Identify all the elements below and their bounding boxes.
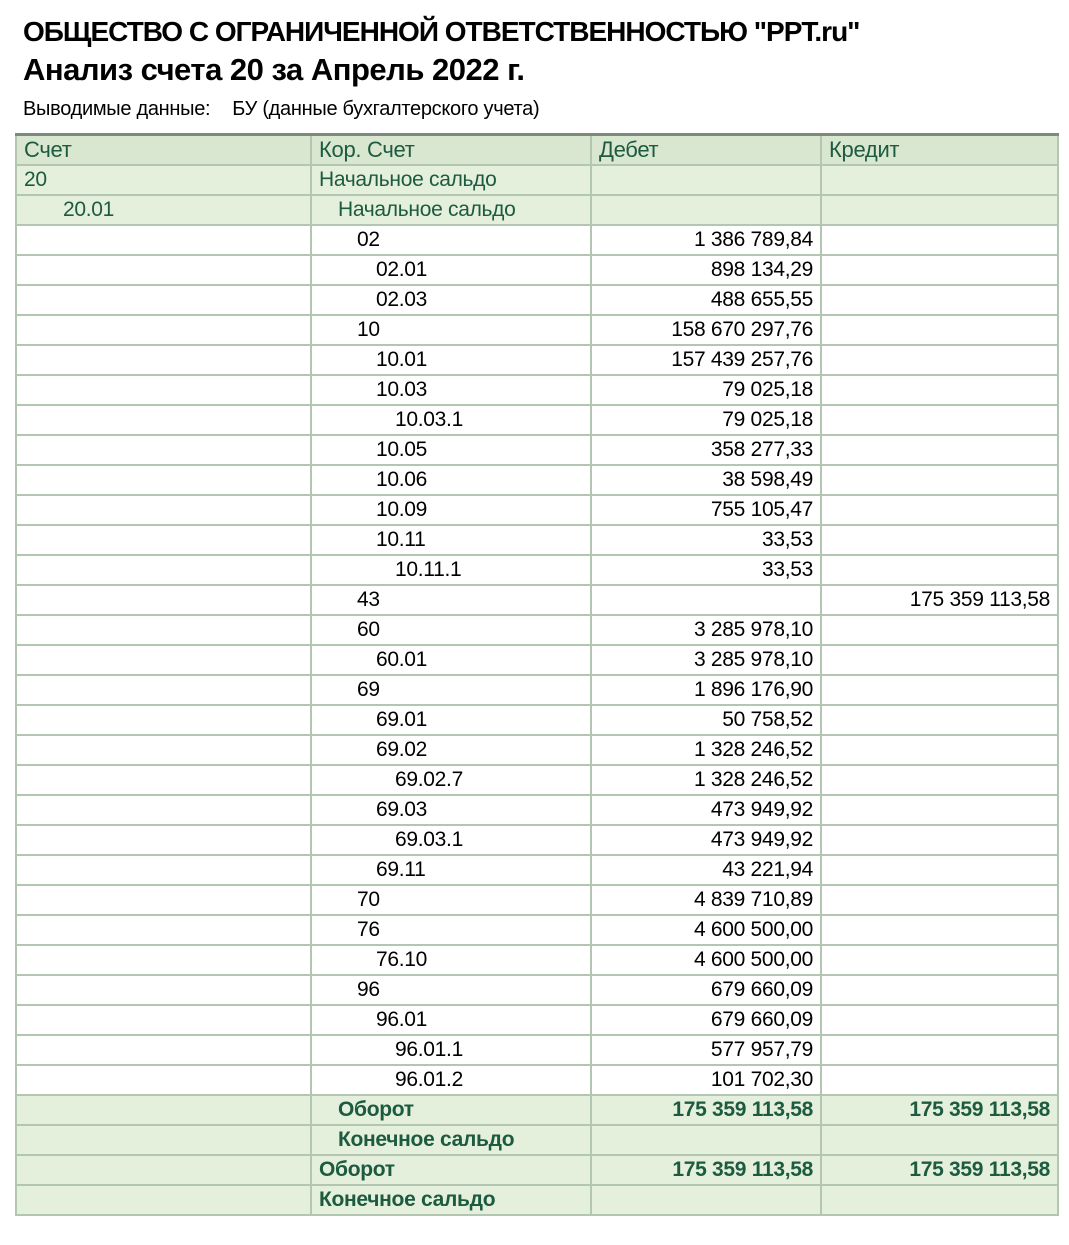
account-cell — [16, 915, 311, 945]
account-cell — [16, 555, 311, 585]
debit-cell: 679 660,09 — [591, 1005, 821, 1035]
debit-cell: 79 025,18 — [591, 375, 821, 405]
corr-account-cell: 69.11 — [311, 855, 591, 885]
debit-cell — [591, 585, 821, 615]
corr-account-cell: 02.01 — [311, 255, 591, 285]
corr-account-cell: 10.01 — [311, 345, 591, 375]
debit-cell: 3 285 978,10 — [591, 615, 821, 645]
corr-account-cell: Конечное сальдо — [311, 1185, 591, 1215]
debit-cell: 1 328 246,52 — [591, 765, 821, 795]
debit-cell: 43 221,94 — [591, 855, 821, 885]
account-cell — [16, 435, 311, 465]
corr-account-cell: 76.10 — [311, 945, 591, 975]
credit-cell: 175 359 113,58 — [821, 1095, 1058, 1125]
debit-cell: 358 277,33 — [591, 435, 821, 465]
corr-account-cell: 60 — [311, 615, 591, 645]
debit-cell: 1 896 176,90 — [591, 675, 821, 705]
table-row — [16, 1155, 1058, 1185]
table-row — [16, 1005, 1058, 1035]
table-row — [16, 1035, 1058, 1065]
table-row — [16, 375, 1058, 405]
corr-account-cell: 69 — [311, 675, 591, 705]
debit-cell — [591, 165, 821, 195]
corr-account-cell: 10.05 — [311, 435, 591, 465]
credit-cell — [821, 465, 1058, 495]
account-analysis-table — [15, 133, 1059, 1216]
table-row — [16, 765, 1058, 795]
table-row — [16, 945, 1058, 975]
credit-cell — [821, 225, 1058, 255]
corr-account-cell: 10.06 — [311, 465, 591, 495]
table-row — [16, 465, 1058, 495]
debit-cell: 473 949,92 — [591, 795, 821, 825]
credit-cell — [821, 615, 1058, 645]
account-cell — [16, 885, 311, 915]
credit-cell — [821, 915, 1058, 945]
corr-account-cell: Оборот — [311, 1155, 591, 1185]
credit-cell — [821, 285, 1058, 315]
account-cell — [16, 525, 311, 555]
corr-account-cell: 96.01.1 — [311, 1035, 591, 1065]
account-cell — [16, 285, 311, 315]
table-row — [16, 645, 1058, 675]
table-row — [16, 285, 1058, 315]
corr-account-cell: 43 — [311, 585, 591, 615]
account-cell — [16, 735, 311, 765]
debit-cell: 4 600 500,00 — [591, 915, 821, 945]
debit-cell: 4 839 710,89 — [591, 885, 821, 915]
table-row — [16, 735, 1058, 765]
debit-cell: 473 949,92 — [591, 825, 821, 855]
table-row — [16, 885, 1058, 915]
account-cell — [16, 375, 311, 405]
corr-account-cell: Начальное сальдо — [311, 195, 591, 225]
debit-cell: 157 439 257,76 — [591, 345, 821, 375]
corr-account-cell: 96.01 — [311, 1005, 591, 1035]
corr-account-cell: Начальное сальдо — [311, 165, 591, 195]
corr-account-cell: 10 — [311, 315, 591, 345]
account-cell — [16, 495, 311, 525]
output-data-value: БУ (данные бухгалтерского учета) — [232, 98, 540, 120]
corr-account-cell: 96 — [311, 975, 591, 1005]
table-row — [16, 675, 1058, 705]
table-header-row — [16, 135, 1058, 166]
account-cell — [16, 1185, 311, 1215]
credit-cell: 175 359 113,58 — [821, 1155, 1058, 1185]
account-cell — [16, 1035, 311, 1065]
table-row — [16, 705, 1058, 735]
table-row — [16, 165, 1058, 195]
debit-cell: 577 957,79 — [591, 1035, 821, 1065]
table-row — [16, 795, 1058, 825]
account-cell — [16, 1065, 311, 1095]
corr-account-cell: 60.01 — [311, 645, 591, 675]
debit-cell: 679 660,09 — [591, 975, 821, 1005]
column-header-credit: Кредит — [821, 135, 1058, 166]
debit-cell: 158 670 297,76 — [591, 315, 821, 345]
debit-cell — [591, 195, 821, 225]
account-cell — [16, 1155, 311, 1185]
corr-account-cell: 76 — [311, 915, 591, 945]
corr-account-cell: Конечное сальдо — [311, 1125, 591, 1155]
table-row — [16, 1095, 1058, 1125]
corr-account-cell: 69.03 — [311, 795, 591, 825]
account-cell — [16, 705, 311, 735]
account-cell: 20.01 — [16, 195, 311, 225]
account-cell — [16, 255, 311, 285]
account-cell — [16, 345, 311, 375]
debit-cell — [591, 1185, 821, 1215]
account-cell — [16, 975, 311, 1005]
corr-account-cell: 10.11.1 — [311, 555, 591, 585]
credit-cell — [821, 645, 1058, 675]
account-cell — [16, 615, 311, 645]
column-header-corr-account: Кор. Счет — [311, 135, 591, 166]
debit-cell: 175 359 113,58 — [591, 1095, 821, 1125]
credit-cell — [821, 195, 1058, 225]
debit-cell: 488 655,55 — [591, 285, 821, 315]
debit-cell: 3 285 978,10 — [591, 645, 821, 675]
debit-cell: 1 386 789,84 — [591, 225, 821, 255]
corr-account-cell: 10.11 — [311, 525, 591, 555]
debit-cell: 33,53 — [591, 525, 821, 555]
account-cell — [16, 645, 311, 675]
credit-cell — [821, 405, 1058, 435]
corr-account-cell: 02.03 — [311, 285, 591, 315]
account-cell — [16, 1125, 311, 1155]
corr-account-cell: 10.03 — [311, 375, 591, 405]
report-title: Анализ счета 20 за Апрель 2022 г. — [23, 52, 525, 87]
corr-account-cell: 69.02.7 — [311, 765, 591, 795]
credit-cell — [821, 555, 1058, 585]
account-cell: 20 — [16, 165, 311, 195]
account-cell — [16, 315, 311, 345]
account-cell — [16, 1005, 311, 1035]
column-header-debit: Дебет — [591, 135, 821, 166]
credit-cell — [821, 885, 1058, 915]
credit-cell — [821, 1005, 1058, 1035]
debit-cell: 755 105,47 — [591, 495, 821, 525]
debit-cell — [591, 1125, 821, 1155]
account-cell — [16, 675, 311, 705]
corr-account-cell: 02 — [311, 225, 591, 255]
credit-cell — [821, 375, 1058, 405]
table-row — [16, 585, 1058, 615]
table-row — [16, 525, 1058, 555]
table-row — [16, 1185, 1058, 1215]
account-cell — [16, 1095, 311, 1125]
credit-cell — [821, 705, 1058, 735]
account-cell — [16, 405, 311, 435]
table-body — [16, 165, 1058, 1215]
table-row — [16, 825, 1058, 855]
output-data-line — [23, 98, 539, 121]
credit-cell — [821, 1035, 1058, 1065]
credit-cell — [821, 765, 1058, 795]
credit-cell — [821, 525, 1058, 555]
account-cell — [16, 825, 311, 855]
credit-cell — [821, 255, 1058, 285]
account-cell — [16, 945, 311, 975]
credit-cell — [821, 795, 1058, 825]
credit-cell — [821, 165, 1058, 195]
account-cell — [16, 795, 311, 825]
output-data-label: Выводимые данные: — [23, 98, 211, 120]
account-cell — [16, 855, 311, 885]
account-cell — [16, 585, 311, 615]
account-cell — [16, 765, 311, 795]
corr-account-cell: Оборот — [311, 1095, 591, 1125]
debit-cell: 898 134,29 — [591, 255, 821, 285]
credit-cell: 175 359 113,58 — [821, 585, 1058, 615]
company-name: ОБЩЕСТВО С ОГРАНИЧЕННОЙ ОТВЕТСТВЕННОСТЬЮ "PPT.ru" — [23, 16, 860, 47]
credit-cell — [821, 495, 1058, 525]
table-row — [16, 555, 1058, 585]
corr-account-cell: 10.03.1 — [311, 405, 591, 435]
debit-cell: 101 702,30 — [591, 1065, 821, 1095]
table-row — [16, 855, 1058, 885]
debit-cell: 38 598,49 — [591, 465, 821, 495]
credit-cell — [821, 315, 1058, 345]
account-cell — [16, 465, 311, 495]
debit-cell: 4 600 500,00 — [591, 945, 821, 975]
corr-account-cell: 70 — [311, 885, 591, 915]
table-row — [16, 915, 1058, 945]
table-row — [16, 225, 1058, 255]
column-header-account: Счет — [16, 135, 311, 166]
table-row — [16, 345, 1058, 375]
corr-account-cell: 69.02 — [311, 735, 591, 765]
table-row — [16, 615, 1058, 645]
credit-cell — [821, 855, 1058, 885]
credit-cell — [821, 435, 1058, 465]
table-row — [16, 975, 1058, 1005]
credit-cell — [821, 345, 1058, 375]
table-row — [16, 435, 1058, 465]
debit-cell: 50 758,52 — [591, 705, 821, 735]
credit-cell — [821, 675, 1058, 705]
table-row — [16, 315, 1058, 345]
credit-cell — [821, 945, 1058, 975]
table-row — [16, 195, 1058, 225]
table-row — [16, 1065, 1058, 1095]
table-row — [16, 495, 1058, 525]
corr-account-cell: 96.01.2 — [311, 1065, 591, 1095]
table-row — [16, 1125, 1058, 1155]
credit-cell — [821, 735, 1058, 765]
debit-cell: 79 025,18 — [591, 405, 821, 435]
corr-account-cell: 10.09 — [311, 495, 591, 525]
table-row — [16, 255, 1058, 285]
credit-cell — [821, 1185, 1058, 1215]
debit-cell: 175 359 113,58 — [591, 1155, 821, 1185]
account-cell — [16, 225, 311, 255]
credit-cell — [821, 825, 1058, 855]
debit-cell: 33,53 — [591, 555, 821, 585]
credit-cell — [821, 1065, 1058, 1095]
corr-account-cell: 69.03.1 — [311, 825, 591, 855]
debit-cell: 1 328 246,52 — [591, 735, 821, 765]
credit-cell — [821, 975, 1058, 1005]
corr-account-cell: 69.01 — [311, 705, 591, 735]
credit-cell — [821, 1125, 1058, 1155]
table-row — [16, 405, 1058, 435]
